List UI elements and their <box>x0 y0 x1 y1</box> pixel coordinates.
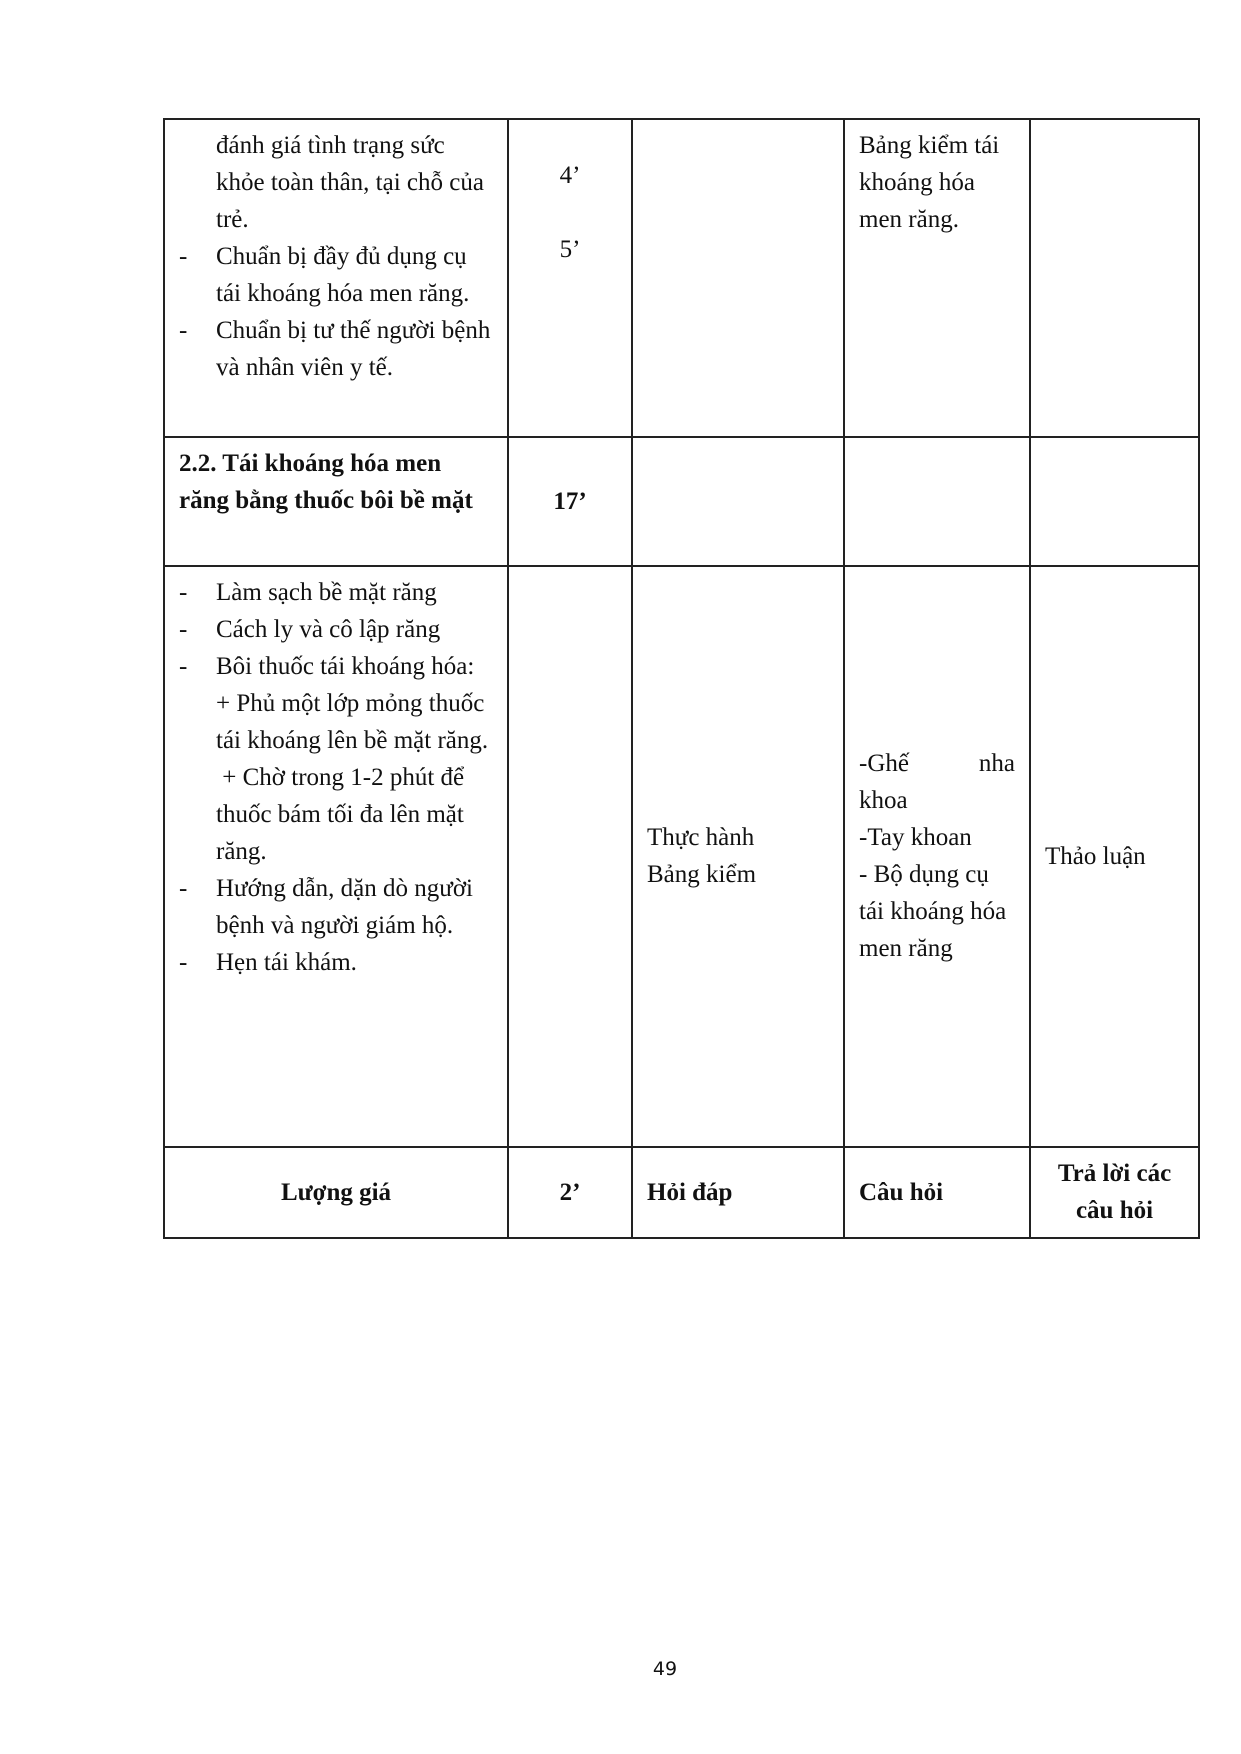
evaluation-cell: Trả lời các câu hỏi <box>1030 1147 1199 1238</box>
materials-cell <box>844 437 1030 566</box>
table-row <box>164 1147 1199 1238</box>
time-cell <box>508 119 632 437</box>
materials-line <box>859 745 1015 782</box>
method-cell: Hỏi đáp <box>632 1147 844 1238</box>
sub-item: + Phủ một lớp mỏng thuốc tái khoáng lên bề mặt răng. <box>216 690 491 754</box>
lesson-plan-table <box>163 118 1200 1239</box>
materials-cell: Câu hỏi <box>844 1147 1030 1238</box>
materials-line: khoa <box>859 787 908 814</box>
time-value: 4’ <box>559 162 581 189</box>
evaluation-cell: Thảo luận <box>1030 566 1199 1147</box>
method-cell <box>632 566 844 1147</box>
method-cell <box>632 437 844 566</box>
evaluation-cell <box>1030 437 1199 566</box>
page-number: 49 <box>652 1658 678 1680</box>
list-item: - Bôi thuốc tái khoáng hóa: <box>179 648 493 685</box>
time-cell: 17’ <box>508 437 632 566</box>
materials-cell <box>844 566 1030 1147</box>
method-cell <box>632 119 844 437</box>
list-item: - Chuẩn bị đầy đủ dụng cụ tái khoáng hóa men răng. <box>179 238 493 312</box>
section-heading: 2.2. Tái khoáng hóa men răng bằng thuốc bôi bề mặt <box>164 437 508 566</box>
list-item: - Chuẩn bị tư thế người bệnh và nhân viên y tế. <box>179 312 493 386</box>
time-value: 5’ <box>559 236 581 263</box>
method-line: Bảng kiểm <box>647 861 757 888</box>
list-item: - Cách ly và cô lập răng <box>179 611 493 648</box>
time-cell <box>508 566 632 1147</box>
sub-item: + Chờ trong 1-2 phút để thuốc bám tối đa lên mặt răng. <box>216 764 471 865</box>
content-continuation: đánh giá tình trạng sức khỏe toàn thân, tại chỗ của trẻ. <box>216 132 484 233</box>
materials-word: -Ghế <box>859 750 909 777</box>
list-item: - Hướng dẫn, dặn dò người bệnh và người giám hộ. <box>179 870 493 944</box>
table-row <box>164 437 1199 566</box>
time-cell: 2’ <box>508 1147 632 1238</box>
content-cell <box>164 566 508 1147</box>
materials-cell: Bảng kiểm tái khoáng hóa men răng. <box>844 119 1030 437</box>
materials-line: - Bộ dụng cụ tái khoáng hóa men răng <box>859 861 1007 962</box>
method-line: Thực hành <box>647 824 755 851</box>
materials-line: -Tay khoan <box>859 824 972 851</box>
list-item: - Làm sạch bề mặt răng <box>179 574 493 611</box>
table-row <box>164 566 1199 1147</box>
evaluation-cell <box>1030 119 1199 437</box>
materials-word: nha <box>978 750 1015 777</box>
content-cell <box>164 119 508 437</box>
content-cell: Lượng giá <box>164 1147 508 1238</box>
list-item: - Hẹn tái khám. <box>179 944 493 981</box>
table-row <box>164 119 1199 437</box>
